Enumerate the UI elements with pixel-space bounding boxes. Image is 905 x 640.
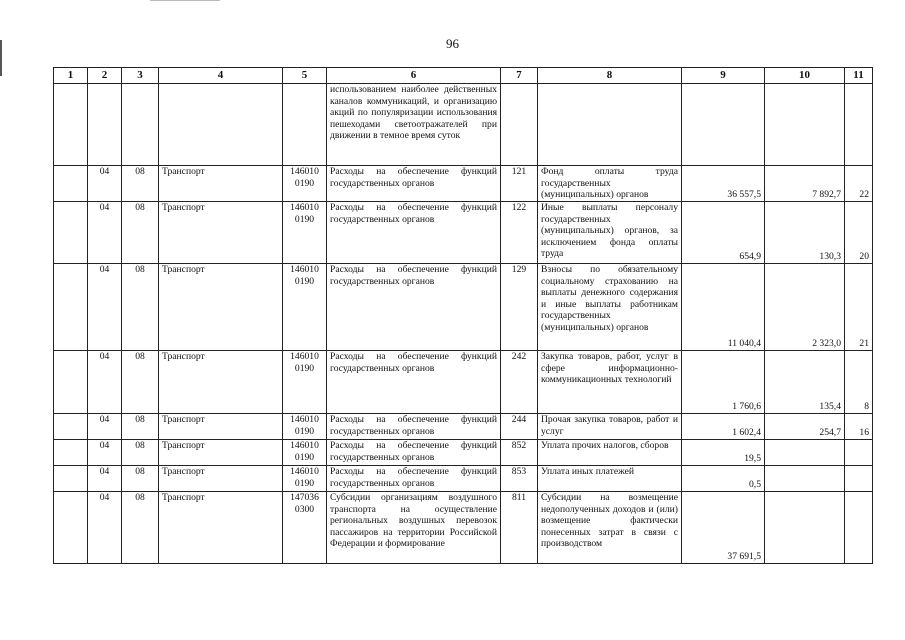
cell-name: Транспорт [159, 414, 283, 440]
cell-expense-name: Иные выплаты персоналу государственных (муниципальных) органов, за исключением фонда оплаты труда [538, 202, 682, 264]
cell-amount: 37 691,5 [682, 492, 765, 564]
cell-amount-2: 2 323,0 [765, 264, 845, 351]
cell-amount-2 [765, 492, 845, 564]
cell-section: 04 [88, 166, 122, 202]
continuation-cell: использованием наиболее действенных каналов коммуникаций, и организацию акций по популяризации использования пешеходами светоотражателей при движении в темное время суток [327, 84, 501, 166]
cell-section: 04 [88, 440, 122, 466]
cell-percent: 16 [845, 414, 873, 440]
cell-amount: 0,5 [682, 466, 765, 492]
cell-amount: 654,9 [682, 202, 765, 264]
cell-description: Субсидии организациям воздушного транспорта на осуществление региональных воздушных перевозок пассажиров на территории Российской Федерации и формирование [327, 492, 501, 564]
cell-name: Транспорт [159, 466, 283, 492]
cell-target-article: 146010 0190 [283, 414, 327, 440]
col-header-2: 2 [88, 68, 122, 84]
cell-target-article: 147036 0300 [283, 492, 327, 564]
cell-subsection: 08 [122, 414, 159, 440]
cell-section: 04 [88, 202, 122, 264]
cell-name: Транспорт [159, 351, 283, 414]
budget-table [53, 67, 873, 564]
continuation-row [54, 84, 873, 166]
cell-expense-type: 129 [501, 264, 538, 351]
cell-target-article: 146010 0190 [283, 166, 327, 202]
cell-description: Расходы на обеспечение функций государственных органов [327, 166, 501, 202]
col-header-10: 10 [765, 68, 845, 84]
col-header-1: 1 [54, 68, 88, 84]
cell-target-article: 146010 0190 [283, 202, 327, 264]
cell-subsection: 08 [122, 440, 159, 466]
cell-name: Транспорт [159, 264, 283, 351]
cell-percent: 20 [845, 202, 873, 264]
cell-expense-type: 122 [501, 202, 538, 264]
col-header-7: 7 [501, 68, 538, 84]
cell-expense-type: 852 [501, 440, 538, 466]
cell-expense-name: Уплата иных платежей [538, 466, 682, 492]
table-row [54, 264, 873, 351]
table-row [54, 440, 873, 466]
cell-description: Расходы на обеспечение функций государственных органов [327, 202, 501, 264]
cell-percent: 21 [845, 264, 873, 351]
col-header-11: 11 [845, 68, 873, 84]
cell-section: 04 [88, 351, 122, 414]
cell-amount-2 [765, 440, 845, 466]
cell-amount: 1 602,4 [682, 414, 765, 440]
col-header-8: 8 [538, 68, 682, 84]
cell-amount: 36 557,5 [682, 166, 765, 202]
cell-description: Расходы на обеспечение функций государственных органов [327, 351, 501, 414]
col-header-3: 3 [122, 68, 159, 84]
cell-subsection: 08 [122, 202, 159, 264]
scan-mark-top [150, 0, 220, 1]
table-row [54, 414, 873, 440]
table-row [54, 466, 873, 492]
col-header-5: 5 [283, 68, 327, 84]
table-row [54, 166, 873, 202]
cell-description: Расходы на обеспечение функций государственных органов [327, 440, 501, 466]
cell-name: Транспорт [159, 440, 283, 466]
cell-expense-name: Уплата прочих налогов, сборов [538, 440, 682, 466]
col-header-4: 4 [159, 68, 283, 84]
cell-subsection: 08 [122, 492, 159, 564]
cell-target-article: 146010 0190 [283, 466, 327, 492]
cell-description: Расходы на обеспечение функций государственных органов [327, 414, 501, 440]
cell-name: Транспорт [159, 492, 283, 564]
cell-section: 04 [88, 466, 122, 492]
cell-expense-type: 244 [501, 414, 538, 440]
cell-expense-name: Прочая закупка товаров, работ и услуг [538, 414, 682, 440]
header-row [54, 68, 873, 84]
cell-amount-2: 130,3 [765, 202, 845, 264]
cell-target-article: 146010 0190 [283, 264, 327, 351]
cell-amount: 11 040,4 [682, 264, 765, 351]
cell-name: Транспорт [159, 166, 283, 202]
cell-amount-2: 7 892,7 [765, 166, 845, 202]
cell-amount-2: 254,7 [765, 414, 845, 440]
cell-section: 04 [88, 414, 122, 440]
cell-subsection: 08 [122, 466, 159, 492]
col-header-9: 9 [682, 68, 765, 84]
cell-expense-name: Закупка товаров, работ, услуг в сфере информационно-коммуникационных технологий [538, 351, 682, 414]
cell-expense-type: 811 [501, 492, 538, 564]
cell-description: Расходы на обеспечение функций государственных органов [327, 466, 501, 492]
cell-expense-name: Фонд оплаты труда государственных (муниципальных) органов [538, 166, 682, 202]
cell-name: Транспорт [159, 202, 283, 264]
cell-subsection: 08 [122, 351, 159, 414]
page-number: 96 [446, 36, 459, 51]
cell-expense-name: Субсидии на возмещение недополученных доходов и (или) возмещение фактически понесенных затрат в связи с производством [538, 492, 682, 564]
cell-subsection: 08 [122, 264, 159, 351]
cell-percent [845, 440, 873, 466]
col-header-6: 6 [327, 68, 501, 84]
cell-description: Расходы на обеспечение функций государственных органов [327, 264, 501, 351]
cell-amount-2 [765, 466, 845, 492]
cell-expense-type: 242 [501, 351, 538, 414]
cell-target-article: 146010 0190 [283, 351, 327, 414]
cell-amount: 1 760,6 [682, 351, 765, 414]
cell-percent [845, 492, 873, 564]
cell-expense-type: 853 [501, 466, 538, 492]
cell-target-article: 146010 0190 [283, 440, 327, 466]
cell-expense-type: 121 [501, 166, 538, 202]
cell-amount: 19,5 [682, 440, 765, 466]
cell-section: 04 [88, 264, 122, 351]
table-row [54, 202, 873, 264]
cell-percent: 8 [845, 351, 873, 414]
cell-expense-name: Взносы по обязательному социальному страхованию на выплаты денежного содержания и иные выплаты работникам государственных (муниципальных) органов [538, 264, 682, 351]
cell-percent: 22 [845, 166, 873, 202]
cell-percent [845, 466, 873, 492]
cell-subsection: 08 [122, 166, 159, 202]
table-row [54, 492, 873, 564]
table-row [54, 351, 873, 414]
cell-section: 04 [88, 492, 122, 564]
cell-amount-2: 135,4 [765, 351, 845, 414]
